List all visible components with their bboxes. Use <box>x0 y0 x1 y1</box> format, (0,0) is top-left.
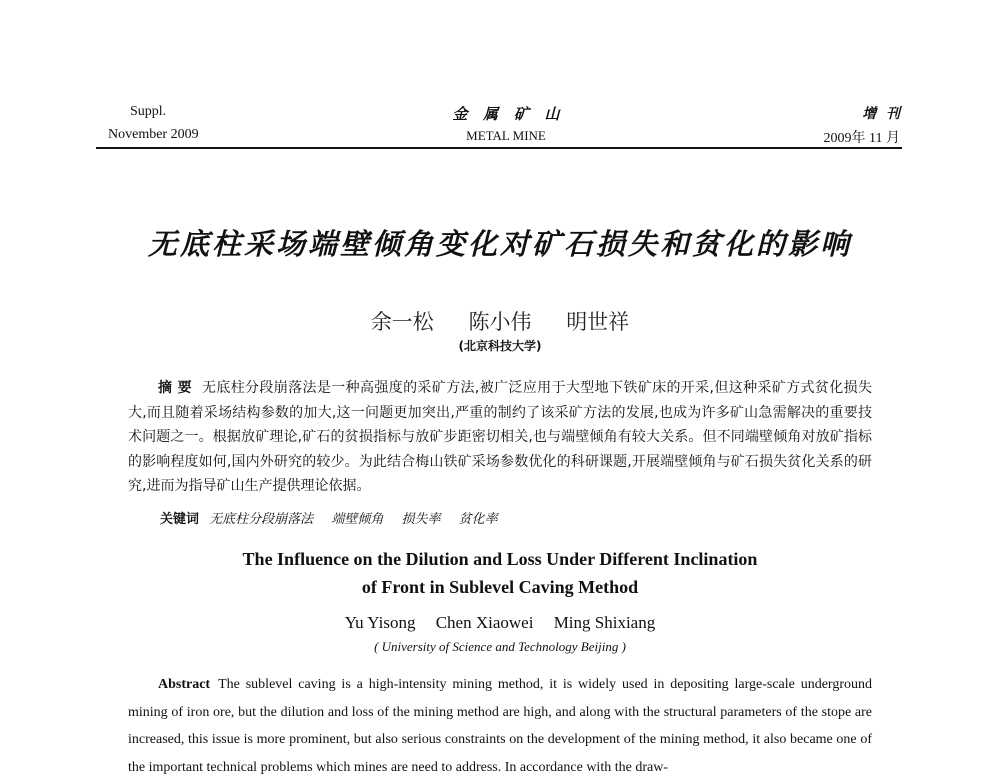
title-en-line2: of Front in Sublevel Caving Method <box>361 577 639 597</box>
keyword-cn: 贫化率 <box>458 512 498 527</box>
header-date-en: November 2009 <box>108 127 199 142</box>
abstract-cn <box>128 376 872 499</box>
author-en: Yu Yisong <box>344 613 416 632</box>
abstract-cn-label: 摘 要 <box>158 380 192 396</box>
keyword-cn: 端壁倾角 <box>331 512 384 527</box>
author-cn: 余一松 <box>370 310 434 334</box>
abstract-en-text: The sublevel caving is a high-intensity mining method, it is widely used in depositing large-scale underground mining of iron ore, but the dilution and loss of the mining method are high, and along with the structural parameters of the stope are increased, this issue is more prominent, but also serious constraints on the development of the mining method, it also became one of the important technical problems which mines are need to address. In accordance with the draw- <box>128 677 872 775</box>
keyword-cn: 无底柱分段崩落法 <box>209 512 314 527</box>
keywords-cn <box>160 508 512 527</box>
title-cn: 无底柱采场端壁倾角变化对矿石损失和贫化的影响 <box>147 227 852 261</box>
title-en-line1: The Influence on the Dilution and Loss Under Different Inclination <box>242 549 758 569</box>
abstract-en <box>128 671 872 781</box>
author-en: Ming Shixiang <box>553 613 656 632</box>
abstract-cn-text: 无底柱分段崩落法是一种高强度的采矿方法,被广泛应用于大型地下铁矿床的开采,但这种采矿方式贫化损失大,而且随着采场结构参数的加大,这一问题更加突出,严重的制约了该采矿方法的发展,也成为许多矿山急需解决的重要技术问题之一。根据放矿理论,矿石的贫损指标与放矿步距密切相关,也与端壁倾角有较大关系。但不同端壁倾角对放矿指标的影响程度如何,国内外研究的较少。为此结合梅山铁矿采场参数优化的科研课题,开展端壁倾角与矿石损失贫化关系的研究,进而为指导矿山生产提供理论依据。 <box>128 380 872 495</box>
abstract-en-label: Abstract <box>158 677 211 692</box>
header-rule <box>96 147 902 149</box>
header-journal-en: METAL MINE <box>466 128 546 143</box>
authors-cn <box>0 306 1000 336</box>
author-cn: 陈小伟 <box>468 310 532 334</box>
authors-en <box>0 613 1000 633</box>
header-supplement-cn: 增 刊 <box>862 106 900 122</box>
author-en: Chen Xiaowei <box>435 613 534 632</box>
header-date-cn: 2009年 11 月 <box>823 131 900 146</box>
affiliation-en: ( University of Science and Technology Beijing ) <box>374 639 626 654</box>
author-cn: 明世祥 <box>566 310 630 334</box>
keyword-cn: 损失率 <box>401 512 441 527</box>
keywords-cn-label: 关键词 <box>160 512 200 527</box>
affiliation-cn: (北京科技大学) <box>458 339 542 353</box>
header-journal-cn: 金 属 矿 山 <box>452 105 560 123</box>
header-supplement-label: Suppl. <box>130 104 167 119</box>
